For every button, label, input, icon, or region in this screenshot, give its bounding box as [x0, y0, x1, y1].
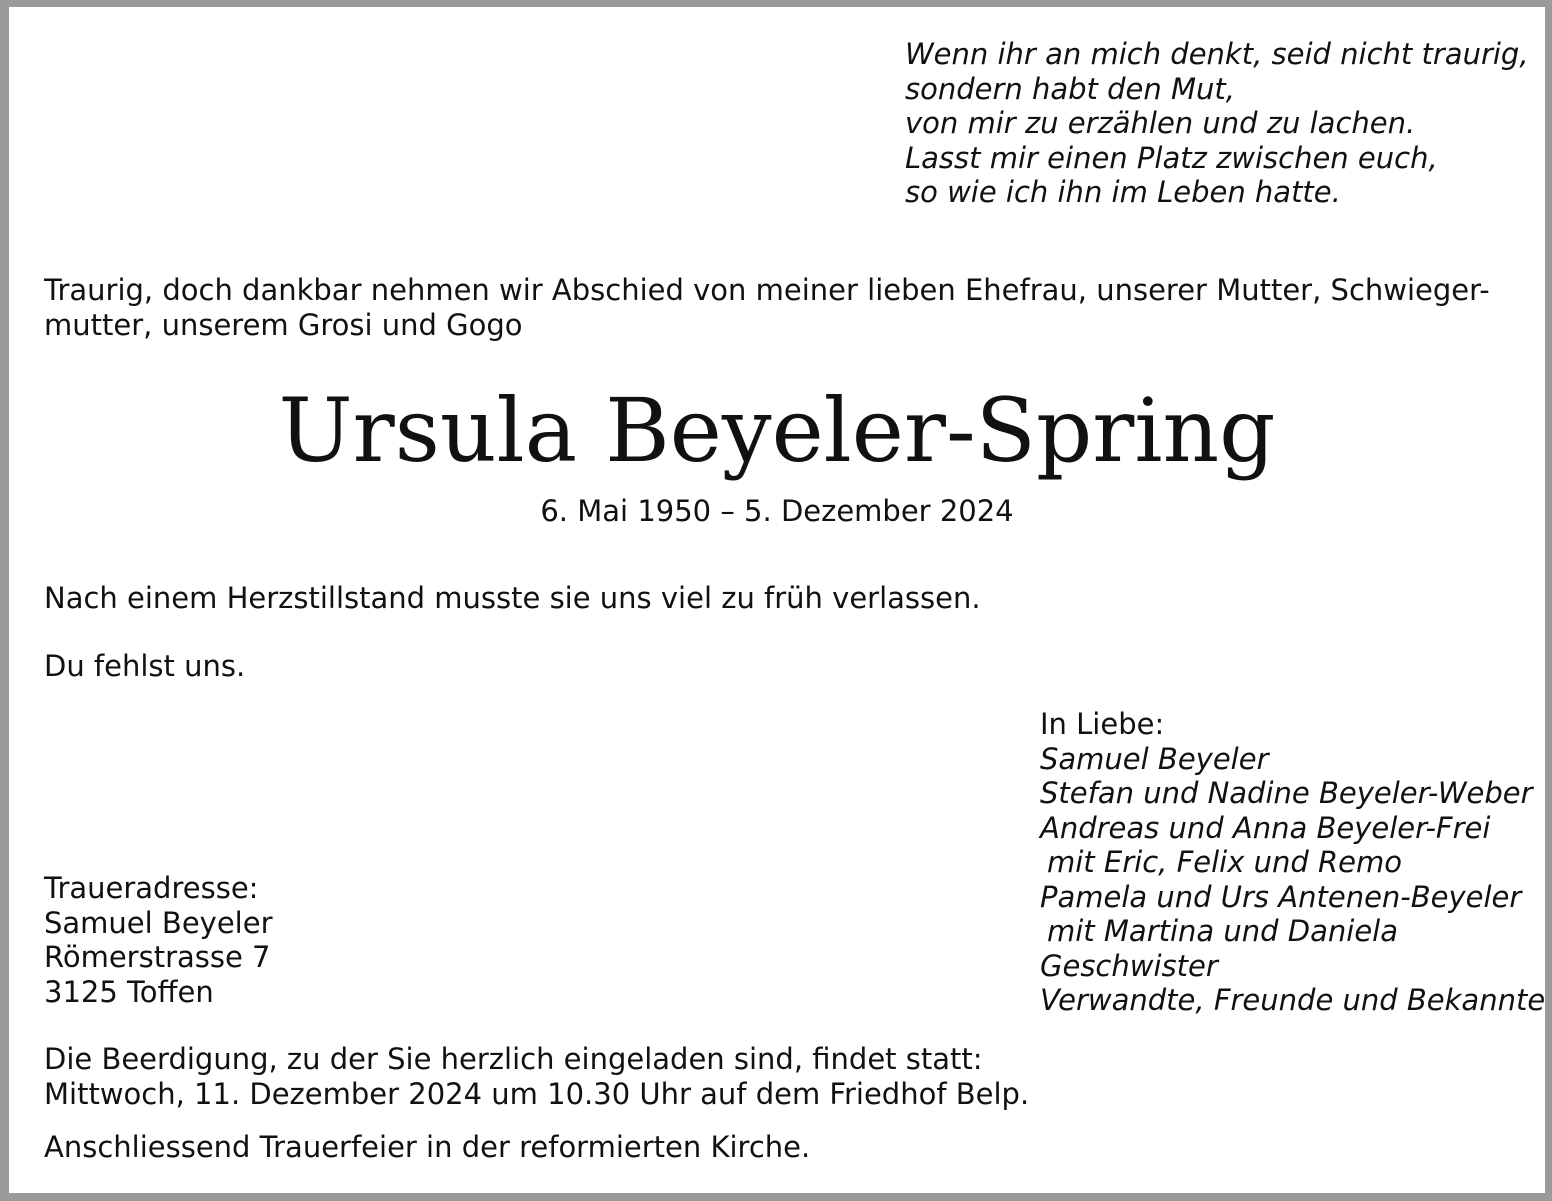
funeral-line: Die Beerdigung, zu der Sie herzlich eingeladen sind, findet statt: [44, 1042, 983, 1076]
family-member: Samuel Beyeler [1040, 741, 1269, 776]
intro-line: mutter, unserem Grosi und Gogo [44, 307, 523, 342]
poem [905, 37, 1529, 210]
address-line: 3125 Toffen [44, 974, 214, 1009]
funeral-info [44, 1042, 1029, 1111]
obituary-notice [9, 7, 1545, 1193]
intro-text [44, 273, 1490, 342]
address-line: Samuel Beyeler [44, 905, 273, 940]
family-member: Pamela und Urs Antenen-Beyeler [1040, 879, 1522, 914]
farewell-paragraph: Du fehlst uns. [44, 649, 246, 683]
cause-paragraph: Nach einem Herzstillstand musste sie uns viel zu früh verlassen. [44, 581, 981, 615]
family-member: Andreas und Anna Beyeler-Frei [1040, 810, 1491, 845]
memorial-service-info: Anschliessend Trauerfeier in der reformierten Kirche. [44, 1130, 811, 1164]
family-member: Stefan und Nadine Beyeler-Weber [1040, 776, 1533, 810]
funeral-line: Mittwoch, 11. Dezember 2024 um 10.30 Uhr auf dem Friedhof Belp. [44, 1076, 1030, 1111]
family-member: Geschwister [1040, 948, 1218, 983]
family-list [1040, 707, 1545, 1018]
deceased-name: Ursula Beyeler-Spring [278, 379, 1276, 482]
poem-line: so wie ich ihn im Leben hatte. [905, 175, 1341, 209]
address-heading: Traueradresse: [44, 871, 259, 905]
poem-line: Wenn ihr an mich denkt, seid nicht traurig, [905, 37, 1529, 71]
poem-line: Lasst mir einen Platz zwischen euch, [905, 140, 1438, 175]
family-member: Verwandte, Freunde und Bekannte [1040, 983, 1546, 1017]
mourning-address [44, 871, 273, 1009]
family-member: mit Eric, Felix und Remo [1047, 845, 1402, 879]
family-member: mit Martina und Daniela [1047, 914, 1399, 948]
address-line: Römerstrasse 7 [44, 940, 271, 974]
poem-line: von mir zu erzählen und zu lachen. [905, 106, 1416, 140]
life-dates: 6. Mai 1950 – 5. Dezember 2024 [540, 494, 1014, 528]
poem-line: sondern habt den Mut, [905, 71, 1235, 106]
family-heading: In Liebe: [1040, 707, 1165, 741]
intro-line: Traurig, doch dankbar nehmen wir Abschied von meiner lieben Ehefrau, unserer Mutter, Schwieger- [44, 273, 1490, 307]
